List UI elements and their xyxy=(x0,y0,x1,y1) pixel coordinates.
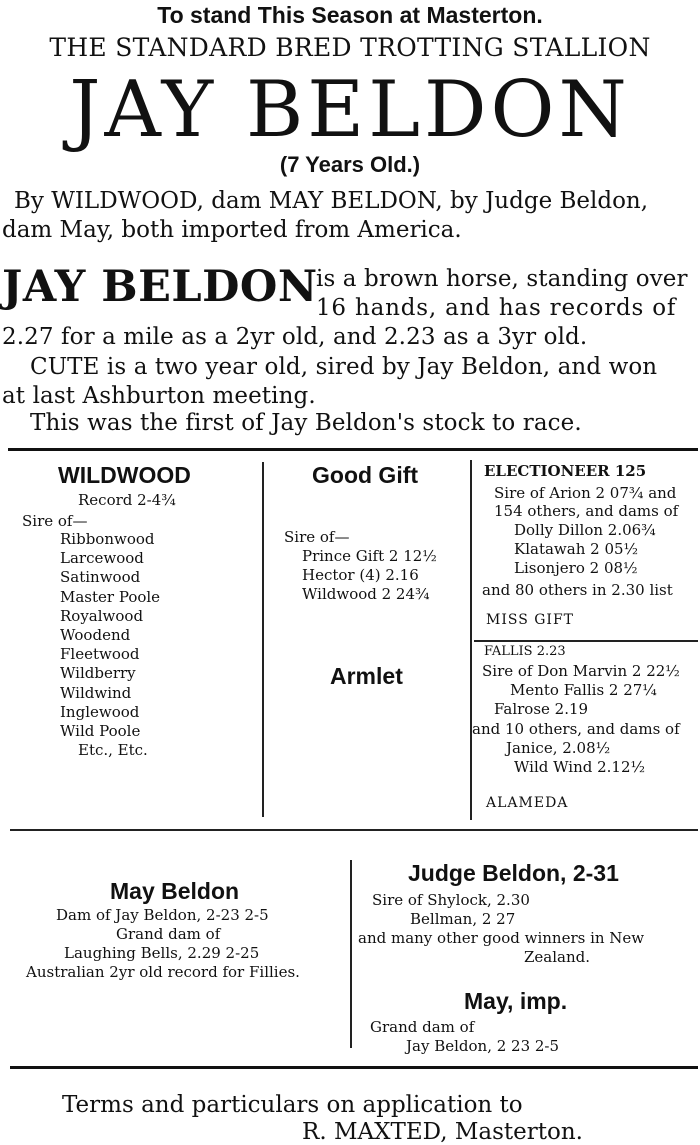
fallis-line: Janice, 2.08½ xyxy=(506,739,611,757)
judge-beldon-line: Sire of Shylock, 2.30 xyxy=(372,891,530,909)
electioneer-note: and 80 others in 2.30 list xyxy=(482,581,673,599)
description-line-6: This was the first of Jay Beldon's stock to race. xyxy=(30,410,582,436)
wildwood-sire-of: Sire of— xyxy=(22,512,88,530)
alameda-name: ALAMEDA xyxy=(486,795,569,811)
age-line: (7 Years Old.) xyxy=(279,152,421,177)
wildwood-offspring: Satinwood xyxy=(60,568,141,587)
may-imp-name: May, imp. xyxy=(464,988,568,1014)
wildwood-offspring-list xyxy=(60,530,160,760)
wildwood-offspring: Woodend xyxy=(60,626,131,645)
electioneer-name: ELECTIONEER 125 xyxy=(484,462,647,480)
page-title: JAY BELDON xyxy=(69,65,631,155)
footer-terms: Terms and particulars on application to xyxy=(62,1092,523,1118)
middle-rule xyxy=(10,829,698,831)
wildwood-name: WILDWOOD xyxy=(58,462,191,488)
wildwood-record: Record 2-4¾ xyxy=(78,491,176,509)
wildwood-offspring: Inglewood xyxy=(60,702,140,721)
fallis-line: Wild Wind 2.12½ xyxy=(514,758,646,776)
description-line-5: at last Ashburton meeting. xyxy=(2,383,316,409)
description-line-1: is a brown horse, standing over xyxy=(316,266,688,292)
footer-contact: R. MAXTED, Masterton. xyxy=(302,1119,583,1145)
wildwood-offspring: Master Poole xyxy=(60,587,161,606)
may-beldon-line: Dam of Jay Beldon, 2-23 2-5 xyxy=(56,906,269,924)
fallis-line: Sire of Don Marvin 2 22½ xyxy=(482,662,680,680)
column-divider-left xyxy=(262,462,264,817)
wildwood-offspring: Wildwind xyxy=(60,683,132,702)
wildwood-offspring: Fleetwood xyxy=(60,645,140,664)
judge-beldon-name: Judge Beldon, 2-31 xyxy=(408,860,619,886)
top-rule xyxy=(8,448,698,451)
fallis-line: Mento Fallis 2 27¼ xyxy=(510,681,657,699)
electioneer-offspring: Lisonjero 2 08½ xyxy=(514,559,638,577)
dam-divider xyxy=(350,860,352,1048)
description-name: JAY BELDON xyxy=(2,262,318,312)
fallis-line: and 10 others, and dams of xyxy=(472,720,680,738)
electioneer-offspring-list xyxy=(514,521,656,578)
miss-gift-name: MISS GIFT xyxy=(486,612,575,628)
season-line: To stand This Season at Masterton. xyxy=(157,2,543,28)
judge-beldon-line: Bellman, 2 27 xyxy=(410,910,516,928)
judge-beldon-line: and many other good winners in New xyxy=(358,929,645,947)
good-gift-offspring: Hector (4) 2.16 xyxy=(302,566,419,584)
miss-gift-rule xyxy=(474,640,698,642)
wildwood-offspring: Wildberry xyxy=(60,664,136,683)
pedigree-line-2: dam May, both imported from America. xyxy=(2,217,462,243)
description-line-3: 2.27 for a mile as a 2yr old, and 2.23 as a 3yr old. xyxy=(2,324,588,350)
may-beldon-name: May Beldon xyxy=(110,878,240,904)
wildwood-offspring: Etc., Etc. xyxy=(78,741,148,760)
may-beldon-line: Australian 2yr old record for Fillies. xyxy=(26,963,300,981)
judge-beldon-line: Zealand. xyxy=(524,948,591,966)
fallis-line: Falrose 2.19 xyxy=(494,700,589,718)
description-line-4: CUTE is a two year old, sired by Jay Beldon, and won xyxy=(30,354,658,380)
electioneer-line: Sire of Arion 2 07¾ and xyxy=(494,484,677,502)
wildwood-offspring: Larcewood xyxy=(60,549,144,568)
bottom-rule xyxy=(10,1066,698,1069)
wildwood-offspring: Wild Poole xyxy=(60,722,141,741)
pedigree-line-1: By WILDWOOD, dam MAY BELDON, by Judge Beldon, xyxy=(14,188,649,214)
subtitle: THE STANDARD BRED TROTTING STALLION xyxy=(49,33,651,62)
good-gift-offspring: Prince Gift 2 12½ xyxy=(302,547,437,565)
fallis-name: FALLIS 2.23 xyxy=(484,644,566,659)
description-line-2: 16 hands, and has records of xyxy=(316,295,677,321)
good-gift-offspring: Wildwood 2 24¾ xyxy=(302,585,430,603)
wildwood-offspring: Ribbonwood xyxy=(60,530,155,548)
column-divider-right xyxy=(470,460,472,820)
electioneer-line: 154 others, and dams of xyxy=(494,502,679,520)
electioneer-offspring: Dolly Dillon 2.06¾ xyxy=(514,521,656,539)
electioneer-offspring: Klatawah 2 05½ xyxy=(514,540,639,558)
may-imp-line: Grand dam of xyxy=(370,1018,475,1036)
may-beldon-line: Grand dam of xyxy=(116,925,221,943)
wildwood-offspring: Royalwood xyxy=(60,606,144,625)
armlet-name: Armlet xyxy=(330,663,403,689)
may-imp-line: Jay Beldon, 2 23 2-5 xyxy=(406,1037,560,1055)
good-gift-sire-of: Sire of— xyxy=(284,528,350,546)
good-gift-name: Good Gift xyxy=(312,462,419,488)
good-gift-offspring-list xyxy=(302,547,437,604)
may-beldon-line: Laughing Bells, 2.29 2-25 xyxy=(64,944,260,962)
